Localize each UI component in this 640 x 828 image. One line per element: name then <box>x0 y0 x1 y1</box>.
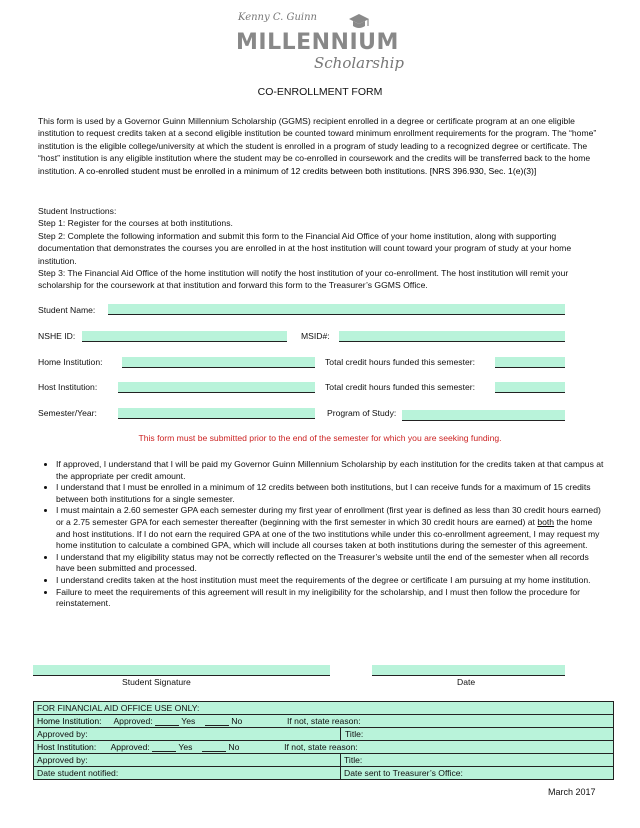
host-institution-label: Host Institution: <box>38 382 98 392</box>
msid-label: MSID#: <box>301 331 330 341</box>
intro-requirement: A co-enrolled student must be enrolled in a minimum of 12 credits between both institutions. [NRS 396.930, Sec. 1(e)(3)] <box>78 165 537 176</box>
office-header <box>34 702 614 715</box>
host-approval-row <box>34 741 614 754</box>
logo-script: Scholarship <box>314 54 405 72</box>
total-credits-host-label: Total credit hours funded this semester: <box>325 382 475 392</box>
agreement-item-gpa <box>56 505 604 551</box>
semester-year-field[interactable] <box>118 408 315 419</box>
home-approved-by-cell[interactable] <box>34 728 341 741</box>
gpa-text-both: both <box>537 516 555 527</box>
agreement-item-failure: • Failure to meet the requirements of this agreement will result in my ineligibility for the scholarship, and I must then follow the procedure for reinstatement. <box>56 587 604 610</box>
office-host-reason-label: If not, state reason: <box>284 742 358 752</box>
host-title-cell[interactable] <box>341 754 614 767</box>
office-home-title: Title: <box>345 729 364 739</box>
nshe-id-field[interactable] <box>82 331 287 342</box>
intro-text: This form is used by a Governor Guinn Millennium Scholarship (GGMS) recipient enrolled in a degree or certificate program at an one eligible institution to request credits taken at a second eligible institution be counted toward minimum enrollment requirements for the program. The “home” institution is the eligible college/university at which the student is enrolled in a program of study leading to a recognized degree or certificate. The “host” institution is any eligible institution where the student may be co-enrolled in coursework and the credits will be transferred back to the home institution. <box>38 116 597 176</box>
instructions-step-2: Step 2: Complete the following information and submit this form to the Financial Aid Office of your home institution, along with supporting documentation that demonstrates the courses you are enrolled in at the host institution will count toward your program of study at your home institution. <box>38 230 572 266</box>
instructions-heading: Student Instructions: <box>38 206 117 216</box>
office-home-yes: Yes <box>181 716 196 726</box>
page-title: CO-ENROLLMENT FORM <box>257 86 383 98</box>
office-home-reason-label: If not, state reason: <box>287 716 361 726</box>
office-host-label: Host Institution: <box>37 742 97 752</box>
gpa-text-1: I must maintain a 2.60 semester GPA each semester during my first year of enrollment (first year is defined as less than 30 credit hours earned) or a 2.75 semester GPA for each semester thereafter (beginning with the first semester in which 30 credit hours are earned) at <box>56 505 601 527</box>
student-instructions <box>38 205 606 292</box>
student-name-label: Student Name: <box>38 305 96 315</box>
gpa-text-2: the home and host institutions. If I do not earn the required GPA at one of the two institutions while under this co-enrollment agreement, I may request my home institution to calculate a combined GPA, which will include all courses taken at both institutions during the semester of this agreement. <box>56 516 600 551</box>
office-home-label: Home Institution: <box>37 716 102 726</box>
home-approval-row <box>34 715 614 728</box>
program-of-study-label: Program of Study: <box>327 408 397 418</box>
office-date-notified: Date student notified: <box>37 768 119 778</box>
total-credits-home-label: Total credit hours funded this semester: <box>325 357 475 367</box>
office-host-no: No <box>228 742 240 752</box>
msid-field[interactable] <box>339 331 565 342</box>
office-home-approved-label: Approved: <box>113 716 153 726</box>
home-no-blank[interactable] <box>205 717 229 726</box>
footer-date: March 2017 <box>548 787 596 797</box>
graduation-cap-icon <box>348 13 370 31</box>
date-field[interactable] <box>372 665 565 676</box>
financial-aid-office-table <box>33 701 614 780</box>
office-home-no: No <box>231 716 243 726</box>
table-row <box>34 702 614 715</box>
host-yes-blank[interactable] <box>152 743 176 752</box>
home-institution-field[interactable] <box>122 357 315 368</box>
agreement-item-host-credits: • I understand credits taken at the host institution must meet the requirements of the degree or certificate I am pursuing at my home institution. <box>56 575 604 587</box>
table-row <box>34 741 614 754</box>
office-date-sent: Date sent to Treasurer’s Office: <box>344 768 463 778</box>
office-host-approved-label: Approved: <box>110 742 150 752</box>
logo <box>230 10 410 80</box>
host-institution-field[interactable] <box>118 382 315 393</box>
date-sent-cell[interactable] <box>341 767 614 780</box>
student-name-field[interactable] <box>108 304 565 315</box>
agreement-item-eligibility: • I understand that my eligibility status may not be correctly reflected on the Treasurer’s website until the end of the semester when all records have been submitted and processed. <box>56 552 604 575</box>
logo-signature: Kenny C. Guinn <box>238 12 317 23</box>
host-no-blank[interactable] <box>202 743 226 752</box>
date-notified-cell[interactable] <box>34 767 341 780</box>
instructions-step-1: Step 1: Register for the courses at both institutions. <box>38 218 233 229</box>
program-of-study-field[interactable] <box>402 410 565 421</box>
student-signature-label: Student Signature <box>122 677 191 687</box>
intro-paragraph <box>38 115 606 177</box>
home-yes-blank[interactable] <box>155 717 179 726</box>
nshe-id-label: NSHE ID: <box>38 331 76 341</box>
agreement-item-credits: • I understand that I must be enrolled in a minimum of 12 credits between both institutions, but I can receive funds for a maximum of 15 credits between both institutions for a single semester. <box>56 482 604 505</box>
office-host-yes: Yes <box>178 742 193 752</box>
office-home-approved-by: Approved by: <box>37 729 88 739</box>
table-row <box>34 715 614 728</box>
total-credits-home-field[interactable] <box>495 357 565 368</box>
table-row <box>34 754 614 767</box>
deadline-notice: This form must be submitted prior to the end of the semester for which you are seeking funding. <box>138 433 502 443</box>
table-row <box>34 767 614 780</box>
total-credits-host-field[interactable] <box>495 382 565 393</box>
office-header-text: FOR FINANCIAL AID OFFICE USE ONLY: <box>37 703 200 713</box>
logo-wordmark: MILLENNIUM <box>236 30 399 55</box>
office-host-approved-by: Approved by: <box>37 755 88 765</box>
instructions-step-3: Step 3: The Financial Aid Office of the home institution will notify the host institution of your co-enrollment. The host institution will remit your scholarship for the coursework at that institution and forward this form to the Treasurer’s GGMS Office. <box>38 268 569 291</box>
agreement-list <box>38 459 604 610</box>
agreement-item-payment: • If approved, I understand that I will be paid my Governor Guinn Millennium Scholarship by each institution for the credits taken at that campus at the appropriate per credit amount. <box>56 459 604 482</box>
date-label: Date <box>457 677 476 687</box>
office-host-title: Title: <box>344 755 363 765</box>
semester-year-label: Semester/Year: <box>38 408 97 418</box>
host-approved-by-cell[interactable] <box>34 754 341 767</box>
home-institution-label: Home Institution: <box>38 357 103 367</box>
home-title-cell[interactable] <box>341 728 614 741</box>
student-signature-field[interactable] <box>33 665 330 676</box>
table-row <box>34 728 614 741</box>
